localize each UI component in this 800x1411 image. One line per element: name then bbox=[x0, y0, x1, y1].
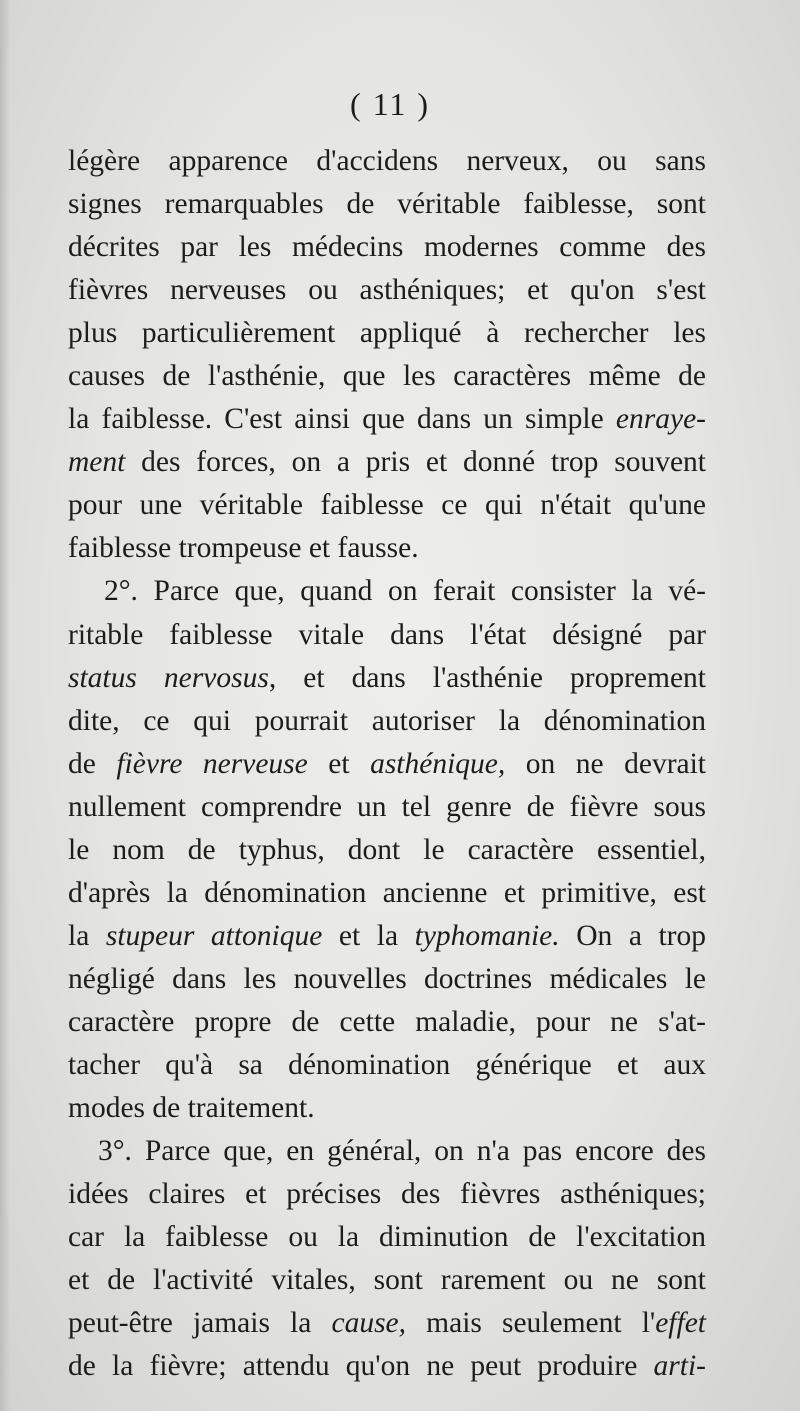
text-line bbox=[68, 312, 706, 355]
text-segment: la bbox=[68, 919, 106, 952]
text-line bbox=[68, 398, 706, 441]
text-segment: décrites par les médecins modernes comme des bbox=[68, 231, 706, 264]
text-segment: , et dans l'asthénie proprement bbox=[268, 661, 706, 694]
text-line bbox=[68, 700, 706, 743]
text-line bbox=[68, 269, 706, 312]
text-line bbox=[68, 355, 706, 398]
text-line bbox=[68, 1216, 706, 1259]
text-segment: pour une véritable faiblesse ce qui n'était qu'une bbox=[68, 489, 706, 522]
text-line bbox=[68, 829, 706, 872]
text-line bbox=[68, 570, 706, 613]
text-segment: On a trop bbox=[559, 919, 706, 952]
text-segment: et de l'activité vitales, sont rarement ou ne sont bbox=[68, 1264, 706, 1297]
text-line bbox=[68, 1173, 706, 1216]
italic-text: effet bbox=[655, 1307, 706, 1340]
text-segment: on ne devrait bbox=[505, 747, 707, 780]
text-line bbox=[68, 657, 706, 700]
text-line bbox=[68, 441, 706, 484]
text-line bbox=[68, 958, 706, 1001]
text-segment: idées claires et précises des fièvres asthéniques; bbox=[68, 1178, 706, 1211]
text-segment: 2°. Parce que, quand on ferait consister la vé- bbox=[104, 575, 706, 608]
text-segment: de bbox=[68, 747, 117, 780]
text-line bbox=[68, 915, 706, 958]
text-segment: d'après la dénomination ancienne et primitive, est bbox=[68, 876, 706, 909]
italic-text: ment bbox=[68, 446, 126, 479]
italic-text: typhomanie. bbox=[414, 919, 560, 952]
text-segment: nullement comprendre un tel genre de fièvre sous bbox=[68, 790, 706, 823]
text-line bbox=[68, 484, 706, 527]
italic-text: stupeur attonique bbox=[105, 919, 323, 952]
text-line bbox=[68, 1345, 706, 1388]
text-segment: car la faiblesse ou la diminution de l'excitation bbox=[68, 1221, 706, 1254]
text-line bbox=[68, 1259, 706, 1302]
text-line bbox=[68, 1001, 706, 1044]
italic-text: enraye- bbox=[615, 403, 706, 436]
text-line bbox=[68, 872, 706, 915]
text-line bbox=[68, 140, 706, 183]
text-segment: signes remarquables de véritable faiblesse, sont bbox=[68, 188, 706, 221]
body-text bbox=[68, 140, 706, 1388]
text-segment: peut-être jamais la bbox=[68, 1307, 332, 1340]
text-line bbox=[68, 226, 706, 269]
text-segment: et bbox=[307, 747, 371, 780]
text-segment: légère apparence d'accidens nerveux, ou sans bbox=[68, 145, 706, 177]
text-line bbox=[68, 1130, 706, 1173]
text-segment: le nom de typhus, dont le caractère essentiel, bbox=[68, 833, 706, 866]
text-segment: et la bbox=[322, 919, 415, 952]
text-segment: des forces, on a pris et donné trop souvent bbox=[125, 446, 706, 479]
text-segment: ritable faiblesse vitale dans l'état désigné par bbox=[68, 618, 706, 651]
text-line bbox=[68, 743, 706, 786]
italic-text: status nervosus bbox=[68, 661, 269, 694]
text-line bbox=[68, 1087, 706, 1130]
italic-text: fièvre nerveuse bbox=[116, 747, 308, 780]
text-segment: plus particulièrement appliqué à rechercher les bbox=[68, 317, 706, 350]
text-segment: tacher qu'à sa dénomination générique et aux bbox=[68, 1048, 706, 1081]
text-segment: de la fièvre; attendu qu'on ne peut produire bbox=[68, 1350, 654, 1383]
text-segment: fièvres nerveuses ou asthéniques; et qu'on s'est bbox=[68, 274, 706, 307]
text-segment: dite, ce qui pourrait autoriser la dénomination bbox=[68, 704, 706, 737]
text-line bbox=[68, 786, 706, 829]
italic-text: asthénique, bbox=[370, 747, 506, 780]
text-segment: modes de traitement. bbox=[68, 1092, 315, 1125]
page-number: ( 11 ) bbox=[349, 86, 431, 122]
text-line bbox=[68, 1044, 706, 1087]
text-segment: faiblesse trompeuse et fausse. bbox=[68, 532, 419, 565]
text-segment: caractère propre de cette maladie, pour ne s'at- bbox=[68, 1005, 706, 1038]
text-segment: causes de l'asthénie, que les caractères même de bbox=[68, 360, 706, 393]
italic-text: arti- bbox=[653, 1350, 706, 1383]
text-segment: 3°. Parce que, en général, on n'a pas encore des bbox=[98, 1135, 706, 1168]
text-segment: mais seulement l' bbox=[406, 1307, 656, 1340]
text-line bbox=[68, 183, 706, 226]
text-line bbox=[68, 1302, 706, 1345]
text-segment: la faiblesse. C'est ainsi que dans un simple bbox=[68, 403, 616, 436]
text-line bbox=[68, 614, 706, 657]
text-line bbox=[68, 527, 706, 570]
italic-text: cause, bbox=[331, 1307, 407, 1340]
text-segment: négligé dans les nouvelles doctrines médicales le bbox=[68, 962, 706, 995]
